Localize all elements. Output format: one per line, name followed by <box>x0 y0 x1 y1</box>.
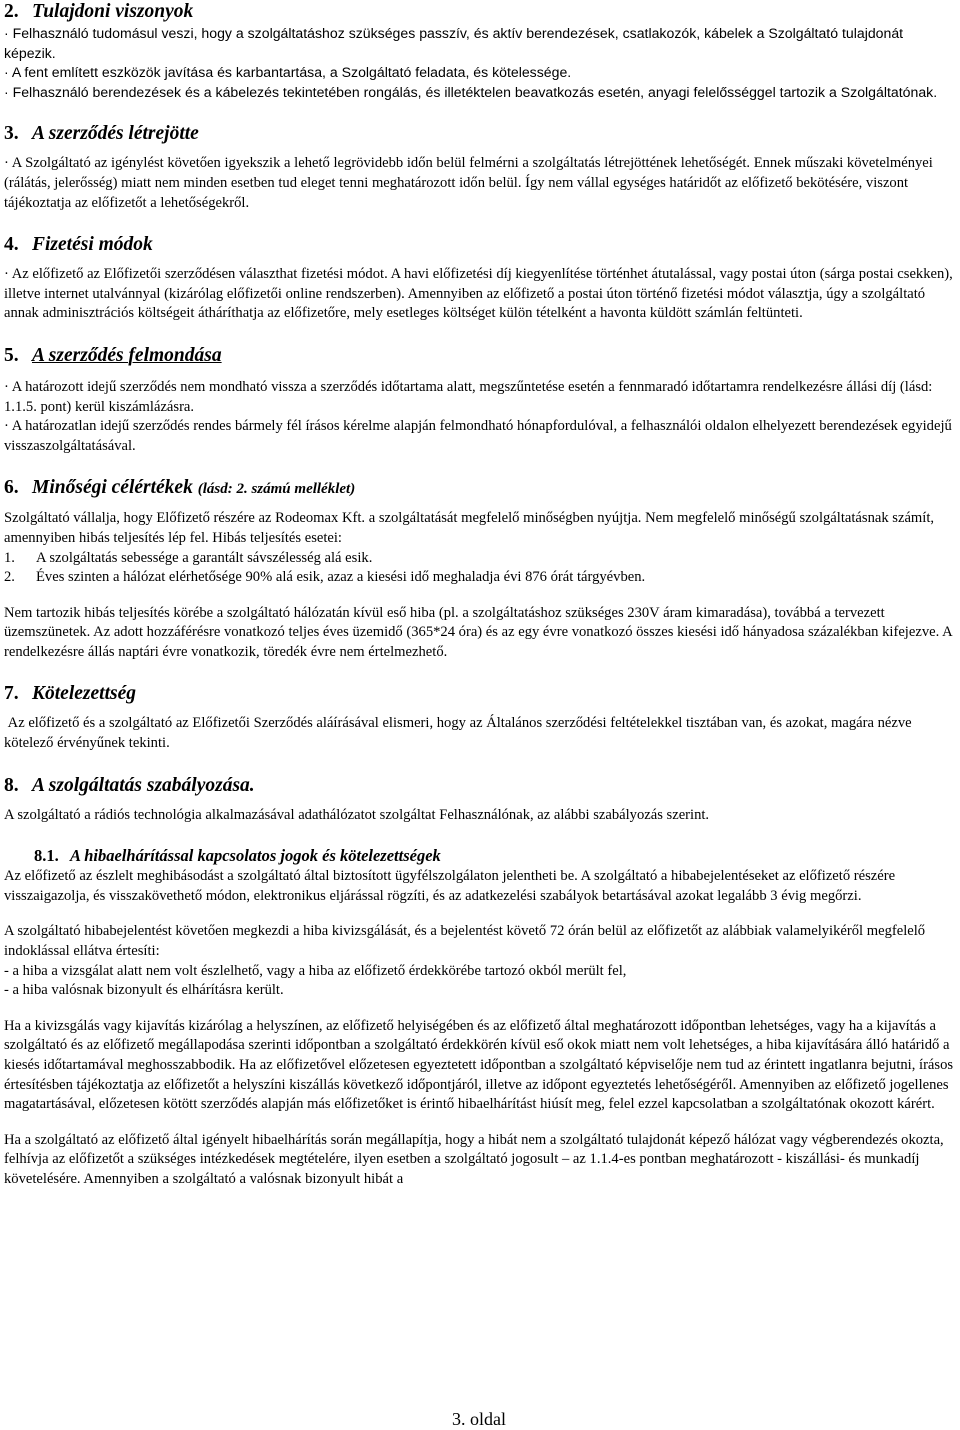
list-item: 1. A szolgáltatás sebessége a garantált sávszélesség alá esik. <box>4 549 373 566</box>
section-6-paragraph: Nem tartozik hibás teljesítés körébe a szolgáltató hálózatán kívül eső hiba (pl. a szolgáltatáshoz szükséges 230V áram kimaradása), továbbá a tervezett üzemszünetek. Az adott hozzáférésre vonatkozó teljes éves üzemidő (365*24 óra) és az egy évre vonatkozó összes kiesési idő hányadosa százalékban kifejezve. A rendelkezésre állás naptári évre vonatkozik, töredék évre nem értelmezhető. <box>4 604 952 660</box>
section-3-paragraph: · A Szolgáltató az igénylést követően igyekszik a lehető legrövidebb időn belül felmérni a szolgáltatás létrejöttének lehetőségét. Ennek műszaki követelményei (rálátás, jelerősség) miatt nem minden esetben tud eleget tenni meghatározott időn belül. Így nem vállal egységes határidőt az előfizető bekötésére, viszont tájékoztatja az előfizetőt a lehetőségekről. <box>4 155 933 211</box>
section-8-heading: 8. A szolgáltatás szabályozása. <box>4 774 255 796</box>
section-7-paragraph: Az előfizető és a szolgáltató az Előfizetői Szerződés aláírásával elismeri, hogy az Általános szerződési feltételekkel tisztában van, és azokat, magára nézve kötelező érvényűnek tekinti. <box>4 715 916 752</box>
section-2-heading: 2. Tulajdoni viszonyok <box>4 1 194 22</box>
section-4-paragraph: · Az előfizető az Előfizetői szerződésen választhat fizetési módot. A havi előfizetési díj kiegyenlítése történhet átutalással, vagy postai úton (sárga postai csekken), illetve internet utalvánnyal (kizárólag előfizetői online rendszerben). Amennyiben az előfizető a postai úton történő fizetési módot választja, úgy a szolgáltató annak adminisztrációs költségeit átháríthatja az előfizetőre, mely esetleges költséget külön tételként a havonta küldött számlán feltünteti. <box>4 266 953 322</box>
section-6-heading: 6. Minőségi célértékek (lásd: 2. számú melléklet) <box>4 477 356 499</box>
section-8-1-paragraph: Ha a szolgáltató az előfizető által igényelt hibaelhárítás során megállapítja, hogy a hibát nem a szolgáltató tulajdonát képező hálózat vagy végberendezés okozta, felhívja az előfizetőt a szükséges intézkedések megtételére, ilyen esetben a szolgáltató jogosult – az 1.1.4-es pontban meghatározott - kiszállási- és munkadíj követelésére. Amennyiben a szolgáltató a valósnak bizonyult hibát a <box>4 1131 944 1187</box>
section-8-1-paragraph: - a hiba valósnak bizonyult és elhárításra került. <box>4 982 284 999</box>
section-7-heading: 7. Kötelezettség <box>4 683 136 705</box>
section-5-heading: 5. A szerződés felmondása <box>4 344 222 366</box>
section-6-subtitle: (lásd: 2. számú melléklet) <box>197 481 356 498</box>
section-2-paragraph: · Felhasználó berendezések és a kábelezés tekintetében rongálás, és illetéktelen beavatkozás esetén, anyagi felelősséggel tartozik a Szolgáltatónak. <box>4 83 938 100</box>
document-page <box>4 0 954 1429</box>
section-3-heading: 3. A szerződés létrejötte <box>4 123 199 145</box>
section-8-paragraph: A szolgáltató a rádiós technológia alkalmazásával adathálózatot szolgáltat Felhasználónak, az alábbi szabályozás szerint. <box>4 806 710 823</box>
section-2-paragraph: · Felhasználó tudomásul veszi, hogy a szolgáltatáshoz szükséges passzív, és aktív berendezések, csatlakozók, kábelek a Szolgáltató tulajdonát képezik. <box>4 25 904 61</box>
section-5-paragraph: · A határozott idejű szerződés nem mondható vissza a szerződés időtartama alatt, megszűntetése esetén a fennmaradó időtartamra rendelkezésre állási díj (lásd: 1.1.5. pont) kerül kiszámlázásra. <box>4 378 933 415</box>
section-4-heading: 4. Fizetési módok <box>4 234 153 256</box>
section-8-1-paragraph: Ha a kivizsgálás vagy kijavítás kizárólag a helyszínen, az előfizető helyiségében és az előfizető által meghatározott időpontban lehetséges, vagy ha a kijavítás a szolgáltató és az előfizető megállapodása szerinti időpontban a szolgáltató érdekkörén kívül eső okok miatt nem volt lehetséges, a hiba kijavítására álló határidő a kiesés időtartamával meghosszabbodik. Ha az előfizetővel előzetesen egyeztetett időpontban a szolgáltató képviselője nem tud az érintett ingatlanra bejutni, írásos értesítésben tájékoztatja az előfizetőt a helyszíni kiszállás következő időpontjáról, illetve az időpont egyeztetés lehetőségéről. Amennyiben az előfizető jogellenes magatartásával, előzetesen kötött szerződés alapján más előfizetőket is érintő hibaelhárítást hiúsít meg, felel ezzel kapcsolatban a szolgáltatónak okozott kárért. <box>4 1017 954 1113</box>
page-number: 3. oldal <box>452 1409 506 1429</box>
section-8-1-paragraph: A szolgáltató hibabejelentést követően megkezdi a hiba kivizsgálását, és a bejelentést követő 72 órán belül az előfizetőt az alábbiak valamelyikéről megfelelő indoklással ellátva értesíti: <box>4 923 926 960</box>
section-8-1-paragraph: Az előfizető az észlelt meghibásodást a szolgáltató által biztosított ügyfélszolgálaton jelentheti be. A szolgáltató a hibabejelentéseket az előfizető részére visszaigazolja, és visszakövethető módon, elektronikus eljárással rögzíti, és az adatkezelési szabályok betartásával azokat legalább 3 évig megőrzi. <box>4 868 896 904</box>
section-8-1-heading: 8.1. A hibaelhárítással kapcsolatos jogok és kötelezettségek <box>34 846 441 866</box>
list-item: 2. Éves szinten a hálózat elérhetősége 90% alá esik, azaz a kiesési idő meghaladja évi 876 órát tárgyévben. <box>4 569 646 586</box>
section-8-1-paragraph: - a hiba a vizsgálat alatt nem volt észlelhető, vagy a hiba az előfizető érdekkörébe tartozó okból merült fel, <box>4 962 627 979</box>
section-5-paragraph: · A határozatlan idejű szerződés rendes bármely fél írásos kérelme alapján felmondható hónapfordulóval, a felhasználói oldalon elhelyezett berendezések egyidejű visszaszolgáltatásával. <box>4 418 952 454</box>
section-2-paragraph: · A fent említett eszközök javítása és karbantartása, a Szolgáltató feladata, és kötelessége. <box>4 64 572 81</box>
section-6-paragraph: Szolgáltató vállalja, hogy Előfizető részére az Rodeomax Kft. a szolgáltatását megfelelő minőségben nyújtja. Nem megfelelő minőségű szolgáltatásnak számít, amennyiben hibás teljesítés lép fel. Hibás teljesítés esetei: <box>4 510 935 546</box>
